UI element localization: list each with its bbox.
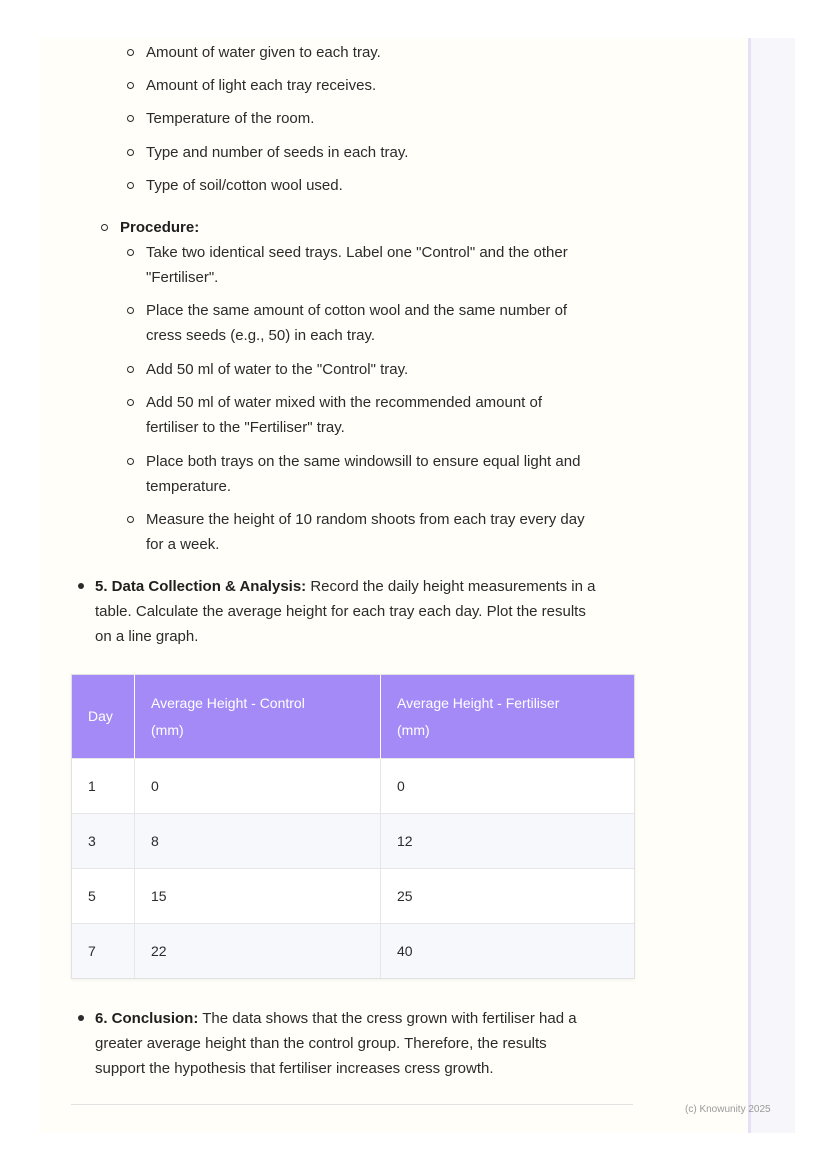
header-fertiliser: Average Height - Fertiliser (mm) [381,675,635,759]
bullet-icon [127,458,134,465]
bullet-icon [127,115,134,122]
conclusion-line-2: greater average height than the control group. Therefore, the results [95,1035,547,1052]
cell-control: 15 [135,869,381,924]
cell-day: 7 [72,924,135,979]
procedure-heading: Procedure: [120,219,200,236]
procedure-step-line: Add 50 ml of water mixed with the recommended amount of [146,394,543,411]
cell-day: 3 [72,814,135,869]
height-data-table [71,674,635,979]
procedure-step-line: cress seeds (e.g., 50) in each tray. [146,327,375,344]
procedure-step-line: "Fertiliser". [146,269,219,286]
procedure-step-line: temperature. [146,478,232,495]
cell-control: 0 [135,759,381,814]
cell-day: 5 [72,869,135,924]
table-row [72,814,634,869]
conclusion-line-3: support the hypothesis that fertiliser increases cress growth. [95,1060,494,1077]
bullet-icon [127,516,134,523]
table-row [72,924,634,979]
header-control: Average Height - Control (mm) [135,675,381,759]
cell-fertiliser: 12 [381,814,635,869]
cell-fertiliser: 40 [381,924,635,979]
variable-item: Amount of water given to each tray. [146,44,381,61]
procedure-step-line: Place both trays on the same windowsill to ensure equal light and [146,453,581,470]
bullet-icon [127,182,134,189]
bullet-icon [78,1015,84,1021]
procedure-step-line: Place the same amount of cotton wool and the same number of [146,302,568,319]
procedure-step-line: Take two identical seed trays. Label one "Control" and the other [146,244,568,261]
bullet-icon [127,366,134,373]
bullet-icon [78,583,84,589]
data-collection-line-2: table. Calculate the average height for each tray each day. Plot the results [95,603,586,620]
bullet-icon [127,149,134,156]
bullet-icon [127,307,134,314]
cell-day: 1 [72,759,135,814]
bullet-icon [127,49,134,56]
header-day: Day [72,675,135,759]
footer-copyright: (c) Knowunity 2025 [685,1104,771,1115]
cell-control: 8 [135,814,381,869]
footer-divider [71,1104,633,1105]
cell-fertiliser: 25 [381,869,635,924]
variable-item: Type of soil/cotton wool used. [146,177,343,194]
procedure-step-line: for a week. [146,536,220,553]
bullet-icon [127,249,134,256]
cell-control: 22 [135,924,381,979]
data-collection-line-3: on a line graph. [95,628,199,645]
conclusion-line-1: 6. Conclusion: The data shows that the cress grown with fertiliser had a [95,1010,577,1027]
bullet-icon [127,82,134,89]
variable-item: Type and number of seeds in each tray. [146,144,409,161]
table-row [72,759,634,814]
bullet-icon [127,399,134,406]
variable-item: Temperature of the room. [146,110,315,127]
procedure-step-line: Add 50 ml of water to the "Control" tray. [146,361,409,378]
variable-item: Amount of light each tray receives. [146,77,377,94]
cell-fertiliser: 0 [381,759,635,814]
table-row [72,869,634,924]
page-margin-sidebar [748,38,795,1133]
data-collection-line-1: 5. Data Collection & Analysis: Record the daily height measurements in a [95,578,596,595]
table-header-row [72,675,634,759]
procedure-step-line: Measure the height of 10 random shoots from each tray every day [146,511,585,528]
bullet-icon [101,224,108,231]
procedure-step-line: fertiliser to the "Fertiliser" tray. [146,419,345,436]
